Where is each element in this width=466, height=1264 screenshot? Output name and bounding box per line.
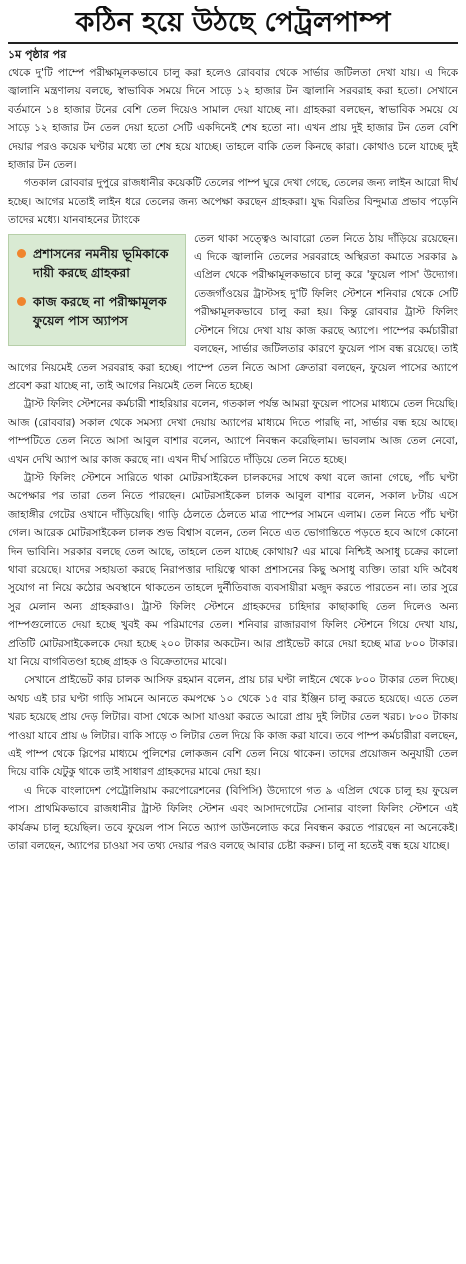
article-body — [8, 64, 458, 1264]
callout-text: কাজ করছে না পরীক্ষামূলক ফুয়েল পাস অ্যাপস — [33, 293, 167, 328]
callout-text: প্রশাসনের নমনীয় ভূমিকাকে দায়ী করছে গ্রাহকরা — [33, 245, 169, 280]
paragraph-4: ট্রাস্ট ফিলিং স্টেশনের কর্মচারী শাহরিয়ার বলেন, গতকাল পর্যন্ত আমরা ফুয়েল পাসের মাধ্যমে তেল দিয়েছি। আজ (রোববার) সকাল থেকে সমস্যা দেখা দেয়ায় অ্যাপের মাধ্যমে দিতে পারছি না, সার্ভার বন্ধ হয়ে আছে। পাম্পটিতে তেল নিতে আসা আবুল বাশার বলেন, অ্যাপে নিবন্ধন করেছিলাম। ভাবলাম আজ তেল নেবো, এখন দেখি অ্যাপ আর কাজ করছে না। এখন দীর্ঘ সারিতে দাঁড়িয়ে তেল নিতে হচ্ছে। — [8, 398, 458, 466]
highlight-callout — [8, 234, 186, 346]
paragraph-5: ট্রাস্ট ফিলিং স্টেশনে সারিতে থাকা মোটরসাইকেল চালকদের সাথে কথা বলে জানা গেছে, পাঁচ ঘণ্টা অপেক্ষার পর তারা তেল নিতে পারছেন। মোটরসাইকেল চালক আবুল বাশার বলেন, সকাল ৮টায় এসে জাহাঙ্গীর গেটের ওখানে দাঁড়িয়েছি। গাড়ি ঠেলতে ঠেলতে মাত্র পাম্পের সামনে এলাম। তেল নিতে পাঁচ ঘণ্টা গেল। আরেক মোটরসাইকেল চালক শুভ বিশ্বাস বলেন, তেল নিতে এত ভোগান্তিতে পড়তে হবে আগে কোনো দিন ভাবিনি। সরকার বলছে তেল আছে, তাহলে তেল যাচ্ছে কোথায়? এর মাঝে নিশ্চিই অসাধু চক্রের কালো থাবা রয়েছে। যাদের সহায়তা করছে নিরাপত্তার দায়িত্বে থাকা প্রশাসনের কিছু অসাধু ব্যক্তি। তারা যদি অবৈধ সুযোগ না নিয়ে কঠোর অবস্থানে থাকতেন তাহলে দুর্নীতিবাজ ব্যবসায়ীরা মজুদ করতে পারতেন না। তার সুরে সুর মেলান অন্য গ্রাহকরাও। ট্রাস্ট ফিলিং স্টেশনে গ্রাহকদের চাহিদার কাছাকাছি তেল দিলেও অন্য পাম্পগুলোতে দেয়া হচ্ছে খুবই কম পরিমাণের তেল। শনিবার রাজারবাগ ফিলিং স্টেশনে গিয়ে দেখা যায়, প্রতিটি মোটরসাইকেলকে দেয়া হচ্ছে ২০০ টাকার অকটেন। আর প্রাইভেট কারে দেয়া হচ্ছে মাত্র ৮০০ টাকার। যা নিয়ে বাগবিতণ্ডা হচ্ছে গ্রাহক ও বিক্রেতাদের মাঝে। — [8, 471, 458, 668]
callout-item — [17, 292, 177, 330]
paragraph-2: গতকাল রোববার দুপুরে রাজধানীর কয়েকটি তেলের পাম্প ঘুরে দেখা গেছে, তেলের জন্য লাইন আরো দীর্ঘ হচ্ছে। আগের মতোই লাইন ধরে তেলের জন্য অপেক্ষা করছেন গ্রাহকরা। যুদ্ধ বিরতির বিন্দুমাত্র প্রভাব পড়েনি তাদের মধ্যে। যানবাহনের ট্যাংকে — [8, 177, 458, 227]
headline: কঠিন হয়ে উঠছে পেট্রলপাম্প — [8, 6, 458, 44]
bullet-dot-icon — [17, 249, 26, 258]
paragraph-3: তেল থাকা সত্ত্বেও আবারো তেল নিতে ঠায় দাঁড়িয়ে রয়েছেন। এ দিকে জ্বালানি তেলের সরবরাহে অস্থিরতা কমাতে সরকার ৯ এপ্রিল থেকে পরীক্ষামূলকভাবে চালু করে 'ফুয়েল পাস' উদ্যোগ। তেজগাঁওয়ের ট্রাস্টসহ দু'টি ফিলিং স্টেশনে শনিবার থেকে সেটি পরীক্ষামূলকভাবে চালু করা হয়। কিন্তু রোববার ট্রাস্ট ফিলিং স্টেশনে গিয়ে দেখা যায় কাজ করছে অ্যাপে। পাম্পের কর্মচারীরা বলছেন, সার্ভার জটিলতার কারণে ফুয়েল পাস বন্ধ রয়েছে। তাই আগের নিয়মেই তেল সরবরাহ করা হচ্ছে। পাম্পে তেল নিতে আসা ক্রেতারা বলছেন, ফুয়েল পাসের অ্যাপে প্রবেশ করা যাচ্ছে না, তাই আগের নিয়মেই তেল নিতে হচ্ছে। — [8, 232, 458, 392]
callout-wrap — [8, 230, 458, 396]
bullet-dot-icon — [17, 297, 26, 306]
paragraph-7: এ দিকে বাংলাদেশ পেট্রোলিয়াম করপোরেশনের (বিপিসি) উদ্যোগে গত ৯ এপ্রিল থেকে চালু হয় ফুয়েল পাস। প্রাথমিকভাবে রাজধানীর ট্রাস্ট ফিলিং স্টেশন এবং আসাদগেটের সোনার বাংলা ফিলিং স্টেশনে এই কার্যক্রম চালু হয়েছিল। তবে ফুয়েল পাস নিতে অ্যাপ ডাউনলোড করে নিবন্ধন করতে পারছেন না অনেকেই। তারা বলছেন, অ্যাপের চাওয়া সব তথ্য দেয়ার পরও বলছে আবার চেষ্টা করুন। চালু না হতেই বন্ধ হয়ে যাচ্ছে। — [8, 784, 458, 853]
callout-item — [17, 244, 177, 282]
continued-from-label: ১ম পৃষ্ঠার পর — [8, 48, 67, 61]
paragraph-6: সেখানে প্রাইভেট কার চালক আসিফ রহমান বলেন, প্রায় চার ঘণ্টা লাইনে থেকে ৮০০ টাকার তেল দিচ্ছে। অথচ এই চার ঘণ্টা গাড়ি সামনে আনতে কমপক্ষে ১০ থেকে ১৫ বার ইঞ্জিন চালু করতে হয়েছে। এতে তেল খরচ হয়েছে প্রায় দেড় লিটার। বাসা থেকে আসা যাওয়া করতে আরো প্রায় দুই লিটার তেল খরচ। ৮০০ টাকায় পাওয়া যাবে প্রায় ৬ লিটার। বাকি সাড়ে ৩ লিটার তেল দিয়ে কি কাজ করা যাবে। তবে পাম্প কর্মচারীরা বলছেন, এই পাম্প থেকে স্লিপের মাধ্যমে পুলিশের লোকজন বেশি তেল নিয়ে থাকেন। তাদের প্রয়োজন অনুযায়ী তেল দিয়ে বাকি যেটুকু থাকে তাই সাধারণ গ্রাহকদের মাঝে দেয়া হয়। — [8, 674, 458, 779]
paragraph-1: থেকে দু'টি পাম্পে পরীক্ষামূলকভাবে চালু করা হলেও রোববার থেকে সার্ভার জটিলতা দেখা যায়। এ দিকে জ্বালানি মন্ত্রণালয় বলছে, স্বাভাবিক সময়ে দিনে সাড়ে ১২ হাজার টন জ্বালানি সরবরাহ করা হতো। সেখানে বর্তমানে ১৪ হাজার টনের বেশি তেল দিয়েও সামাল দেয়া যাচ্ছে না। গ্রাহকরা বলছেন, স্বাভাবিক সময়ে যে সাড়ে ১২ হাজার টন তেল দেয়া হতো সেটি একদিনেই শেষ হতো না। এখন প্রায় দুই হাজার টন তেল বেশি দেয়ার পরও কয়েক ঘণ্টার মধ্যে তা শেষ হয়ে যাচ্ছে। তাহলে বাকি তেল কিনছে কারা। কোথাও চলে যাচ্ছে দুই হাজার টন তেল। — [8, 67, 458, 172]
